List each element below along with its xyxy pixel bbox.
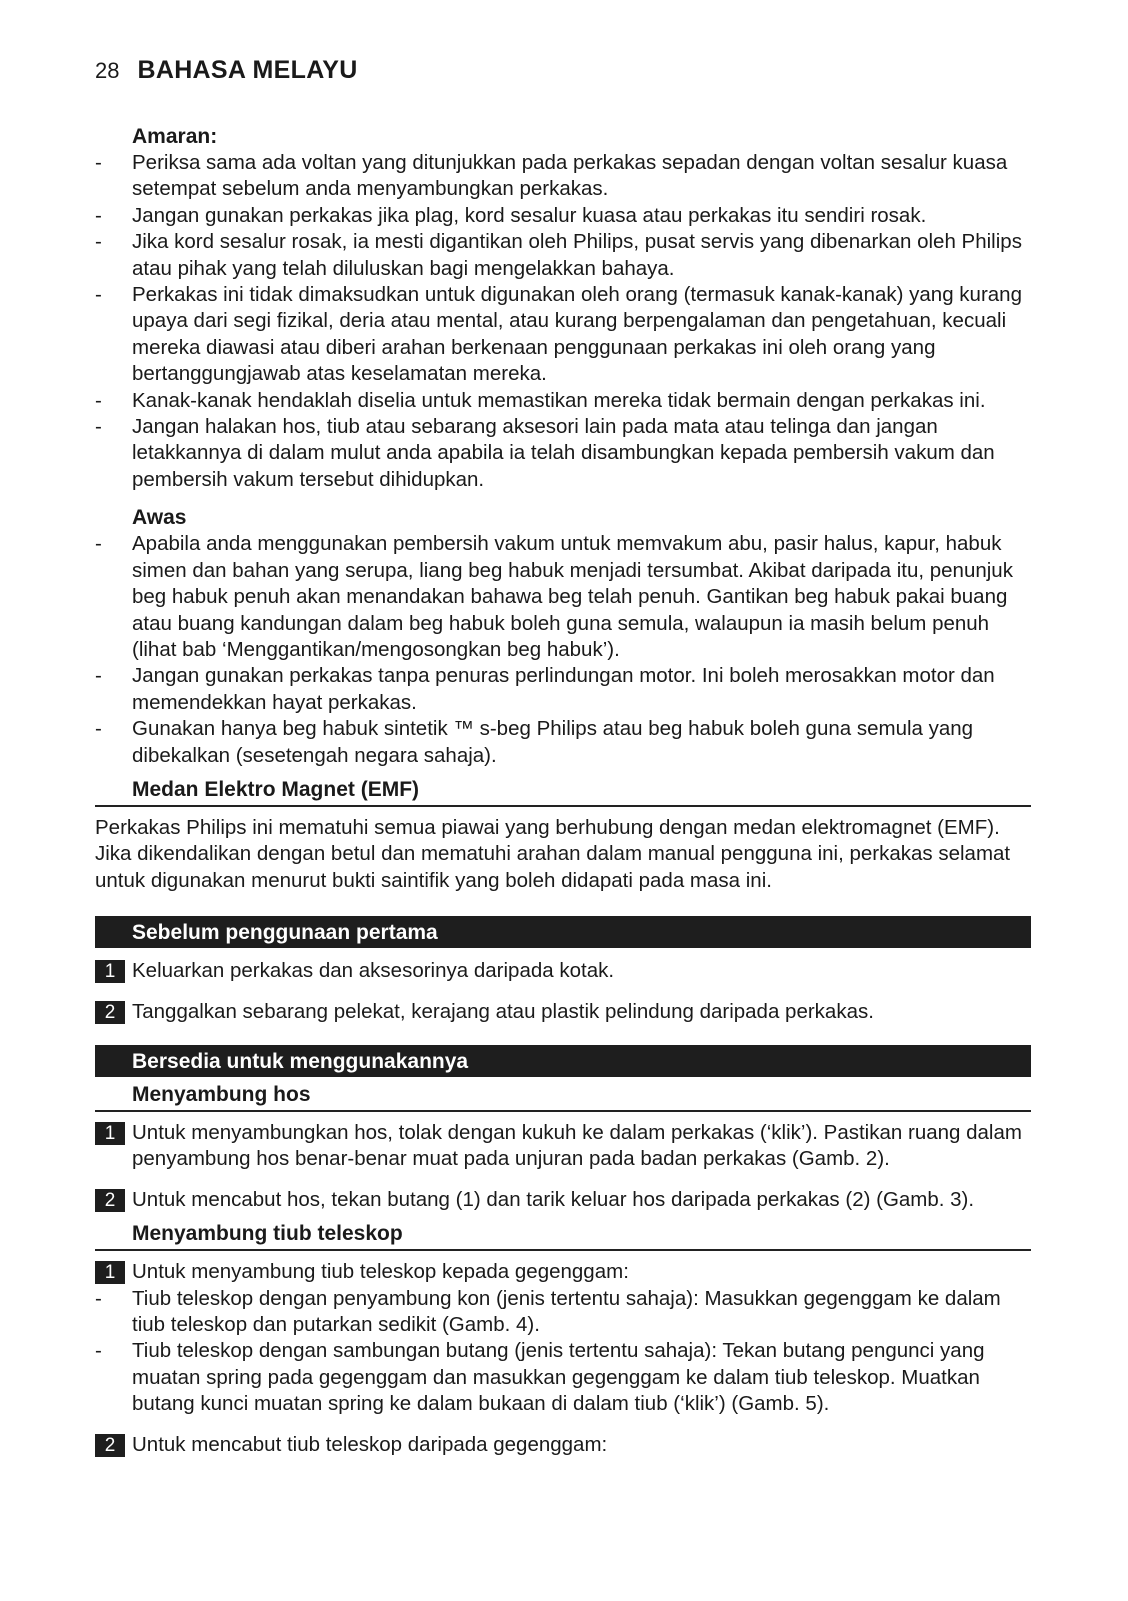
step-number: 2 <box>95 1189 125 1212</box>
tube-item: - Tiub teleskop dengan sambungan butang (jenis tertentu sahaja): Tekan butang pengunci yang muatan spring pada gegenggam dan masukkan gegenggam ke dalam tiub teleskop. Muatkan butang kunci muatan spring ke dalam bukaan di dalam tiub (‘klik’) (Gamb. 5). <box>95 1338 1031 1417</box>
page-content <box>95 124 1031 1458</box>
warnings-list <box>95 150 1031 493</box>
step-text: Untuk mencabut tiub teleskop daripada gegenggam: <box>132 1432 608 1456</box>
hose-title: Menyambung hos <box>95 1082 1031 1112</box>
step-number: 2 <box>95 1001 125 1024</box>
page-number: 28 <box>95 58 120 83</box>
step-number: 2 <box>95 1434 125 1457</box>
step-number: 1 <box>95 1261 125 1284</box>
step-item <box>95 1432 1031 1458</box>
warnings-title: Amaran: <box>132 125 218 148</box>
preparing-banner: Bersedia untuk menggunakannya <box>95 1045 1031 1077</box>
before-first-use-banner: Sebelum penggunaan pertama <box>95 916 1031 948</box>
warning-item: - Kanak-kanak hendaklah diselia untuk memastikan mereka tidak bermain dengan perkakas ini. <box>95 388 1031 414</box>
step-text: Tanggalkan sebarang pelekat, kerajang atau plastik pelindung daripada perkakas. <box>132 999 874 1023</box>
step-text: Untuk menyambung tiub teleskop kepada gegenggam: <box>132 1260 629 1284</box>
step-number: 1 <box>95 960 125 983</box>
step-text: Untuk mencabut hos, tekan butang (1) dan tarik keluar hos daripada perkakas (2) (Gamb. 3). <box>132 1187 975 1211</box>
language-title: BAHASA MELAYU <box>137 56 358 84</box>
caution-item: - Gunakan hanya beg habuk sintetik ™ s-beg Philips atau beg habuk boleh guna semula yang dibekalkan (sesetengah negara sahaja). <box>95 716 1031 769</box>
step-number: 1 <box>95 1122 125 1145</box>
tube-title: Menyambung tiub teleskop <box>95 1221 1031 1251</box>
step-item <box>95 1120 1031 1173</box>
tube-list <box>95 1286 1031 1418</box>
caution-title: Awas <box>132 506 187 530</box>
tube-item: - Tiub teleskop dengan penyambung kon (jenis tertentu sahaja): Masukkan gegenggam ke dalam tiub teleskop dan putarkan sedikit (Gamb. 4). <box>95 1286 1031 1339</box>
step-text: Untuk menyambungkan hos, tolak dengan kukuh ke dalam perkakas (‘klik’). Pastikan ruang dalam penyambung hos benar-benar muat pada unjuran pada badan perkakas (Gamb. 2). <box>132 1120 1022 1171</box>
step-item <box>95 1259 1031 1285</box>
caution-item: - Jangan gunakan perkakas tanpa penuras perlindungan motor. Ini boleh merosakkan motor dan memendekkan hayat perkakas. <box>95 663 1031 716</box>
emf-title: Medan Elektro Magnet (EMF) <box>95 777 1031 807</box>
warning-item: - Perkakas ini tidak dimaksudkan untuk digunakan oleh orang (termasuk kanak-kanak) yang kurang upaya dari segi fizikal, deria atau mental, atau kurang berpengalaman dan pengetahuan, kecuali mereka diawasi atau diberi arahan berkenaan penggunaan perkakas ini oleh orang yang bertanggungjawab atas keselamatan mereka. <box>95 282 1031 388</box>
warning-item: - Jika kord sesalur rosak, ia mesti digantikan oleh Philips, pusat servis yang dibenarkan oleh Philips atau pihak yang telah diluluskan bagi mengelakkan bahaya. <box>95 229 1031 282</box>
step-item <box>95 958 1031 984</box>
page-header <box>95 56 358 85</box>
step-item <box>95 999 1031 1025</box>
caution-item: - Apabila anda menggunakan pembersih vakum untuk memvakum abu, pasir halus, kapur, habuk simen dan bahan yang serupa, liang beg habuk menjadi tersumbat. Akibat daripada itu, penunjuk beg habuk penuh akan menandakan bahawa beg telah penuh. Gantikan beg habuk pakai buang atau buang kandungan dalam beg habuk boleh guna semula, walaupun ia masih belum penuh (lihat bab ‘Menggantikan/mengosongkan beg habuk’). <box>95 531 1031 663</box>
step-item <box>95 1187 1031 1213</box>
warning-item: - Jangan halakan hos, tiub atau sebarang aksesori lain pada mata atau telinga dan jangan letakkannya di dalam mulut anda apabila ia telah disambungkan kepada pembersih vakum dan pembersih vakum tersebut dihidupkan. <box>95 414 1031 493</box>
warning-item: - Jangan gunakan perkakas jika plag, kord sesalur kuasa atau perkakas itu sendiri rosak. <box>95 203 1031 229</box>
step-text: Keluarkan perkakas dan aksesorinya daripada kotak. <box>132 959 615 983</box>
warning-item: - Periksa sama ada voltan yang ditunjukkan pada perkakas sepadan dengan voltan sesalur kuasa setempat sebelum anda menyambungkan perkakas. <box>95 150 1031 203</box>
emf-paragraph: Perkakas Philips ini mematuhi semua piawai yang berhubung dengan medan elektromagnet (EMF). Jika dikendalikan dengan betul dan mematuhi arahan dalam manual pengguna ini, perkakas selamat untuk digunakan menurut bukti saintifik yang boleh didapati pada masa ini. <box>95 815 1011 892</box>
caution-list <box>95 531 1031 769</box>
